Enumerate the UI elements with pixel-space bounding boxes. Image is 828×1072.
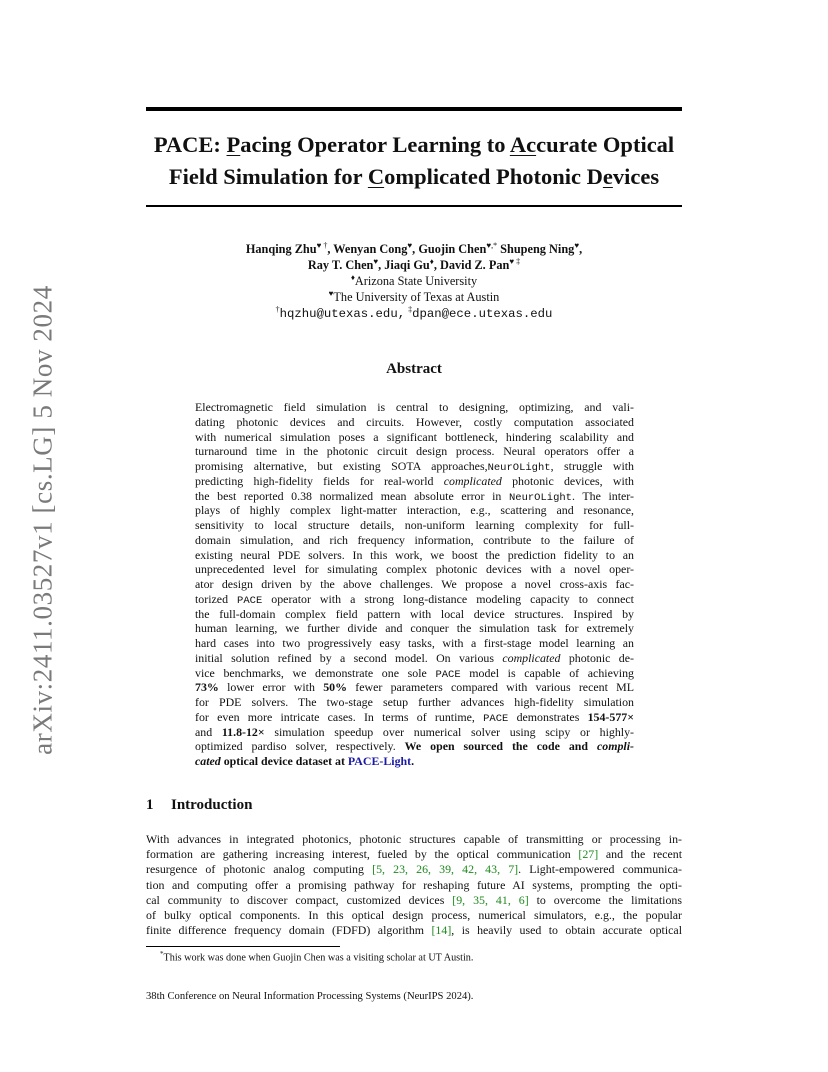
citation[interactable]: [14] (431, 923, 452, 938)
pace-light-link[interactable]: PACE-Light (347, 754, 412, 768)
conference-note: 38th Conference on Neural Information Processing Systems (NeurIPS 2024). (146, 991, 474, 1002)
author-line-1: Hanqing Zhu♥ †, Wenyan Cong♥, Guojin Chen♥,* Shupeng Ning♥, (245, 240, 583, 256)
intro-line: formation are gathering increasing interest, fueled by the optical communication [27] and the recent (146, 847, 682, 862)
title-bottom-rule (146, 205, 682, 207)
abstract-body (195, 400, 634, 769)
section-heading: 1 Introduction (146, 797, 253, 813)
abstract-line: plays of highly complex light-matter interaction, e.g., scattering and resonance, (195, 503, 634, 518)
citation[interactable]: [27] (578, 847, 599, 862)
paper-title (146, 129, 682, 193)
abstract-line: with numerical simulation poses a significant bottleneck, hindering scalability and (195, 429, 634, 444)
abstract-line: and 11.8-12× simulation speedup over numerical solver using scipy or highly- (195, 724, 634, 739)
author-emails: †hqzhu@utexas.edu, ‡dpan@ece.utexas.edu (275, 304, 553, 321)
arxiv-identifier: arXiv:2411.03527v1 [cs.LG] 5 Nov 2024 (27, 285, 58, 755)
abstract-line: torized PACE operator with a strong long-distance modeling capacity to connect (195, 591, 634, 607)
abstract-line: cated optical device dataset at PACE-Light. (195, 754, 415, 768)
title-line-1: PACE: Pacing Operator Learning to Accurate Optical (153, 132, 675, 157)
abstract-line: for PDE solvers. The two-stage setup further advances high-fidelity simulation (195, 695, 634, 709)
abstract-line: dating photonic devices and circuits. However, costly computation associated (195, 414, 634, 429)
abstract-line: existing neural PDE solvers. In this work, we boost the prediction fidelity to an (195, 547, 634, 562)
intro-line: finite difference frequency domain (FDFD) algorithm [14], is heavily used to obtain accurate optical (146, 923, 682, 938)
introduction-body (146, 832, 682, 938)
abstract-line: turnaround time in the photonic circuit design process. Neural operators offer a (195, 444, 634, 459)
abstract-line: optimized pardiso solver, respectively. We open sourced the code and compli- (195, 739, 634, 754)
author-line-2: Ray T. Chen♥, Jiaqi Gu♦, David Z. Pan♥ ‡ (307, 256, 521, 272)
abstract-line: promising alternative, but existing SOTA approaches,NeurOLight, struggle with (195, 459, 634, 474)
abstract-line: hard cases into two progressively easy tasks, with a first-stage model learning an (195, 636, 634, 650)
intro-line: tion and computing offer a promising pathway for reshaping future AI systems, prompting the opti- (146, 877, 682, 892)
title-line-2: Field Simulation for Complicated Photonic Devices (168, 164, 660, 189)
intro-line: With advances in integrated photonics, photonic structures capable of transmitting or processing in- (146, 832, 682, 846)
author-block (146, 241, 682, 322)
abstract-line: Electromagnetic field simulation is central to designing, optimizing, and vali- (195, 400, 634, 414)
abstract-line: vice benchmarks, we demonstrate one sole PACE model is capable of achieving (195, 665, 634, 681)
affiliation-ut-austin: ♥The University of Texas at Austin (328, 288, 500, 304)
title-top-rule (146, 107, 682, 111)
intro-line: resurgence of photonic analog computing [5, 23, 26, 39, 42, 43, 7]. Light-empowered communica- (146, 862, 682, 877)
abstract-line: sensitivity to local structure details, non-uniform learning complexity for full- (195, 518, 634, 532)
abstract-line: human learning, we further divide and conquer the simulation task for extremely (195, 621, 634, 636)
footnote-rule (146, 946, 340, 947)
abstract-line: predicting high-fidelity fields for real-world complicated photonic devices, with (195, 473, 634, 488)
abstract-heading: Abstract (386, 361, 442, 377)
abstract-line: unprecedented level for simulating complex photonic devices with a novel oper- (195, 562, 634, 577)
citation[interactable]: [9, 35, 41, 6] (452, 892, 529, 907)
abstract-line: the best reported 0.38 normalized mean absolute error in NeurOLight. The inter- (195, 488, 634, 504)
abstract-line: ator design driven by the above challenges. We propose a novel cross-axis fac- (195, 577, 634, 591)
citation[interactable]: [5, 23, 26, 39, 42, 43, 7] (372, 862, 519, 877)
abstract-line: for even more intricate cases. In terms of runtime, PACE demonstrates 154-577× (195, 709, 634, 725)
intro-line: cal community to discover compact, customized devices [9, 35, 41, 6] to overcome the limitations (146, 892, 682, 907)
abstract-line: the full-domain complex field pattern with local device structures. Inspired by (195, 606, 634, 621)
abstract-line: initial solution refined by a second model. On various complicated photonic de- (195, 650, 634, 665)
footnote: *This work was done when Guojin Chen was a visiting scholar at UT Austin. (160, 950, 474, 964)
abstract-line: 73% lower error with 50% fewer parameters compared with various recent ML (195, 680, 634, 695)
intro-line: of bulky optical components. In this optical design process, numerical simulators, e.g., the popular (146, 907, 682, 922)
abstract-line: domain simulation, and rich frequency information, contribute to the failure of (195, 532, 634, 547)
affiliation-asu: ♦Arizona State University (350, 272, 478, 288)
